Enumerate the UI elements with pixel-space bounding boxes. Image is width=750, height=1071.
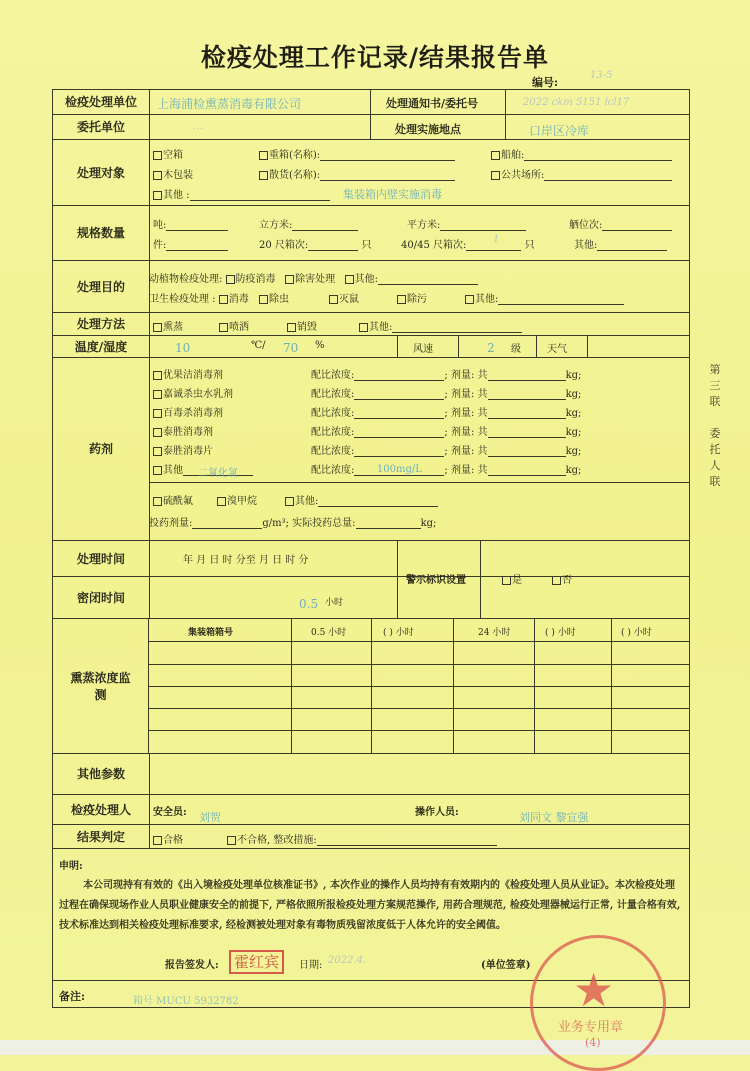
serial-value: 13-5 <box>590 70 613 81</box>
remarks-section: 备注: 箱号 MUCU 5932782 <box>53 980 689 1008</box>
label-client: 委托单位 <box>53 115 150 140</box>
safety-officer-value: 刘贺 <box>199 811 221 824</box>
label-spec: 规格数量 <box>53 206 150 261</box>
label-climate: 温度/湿度 <box>53 336 150 358</box>
field-other: 其他: <box>574 236 667 251</box>
row-spec <box>53 205 689 261</box>
result-fail[interactable]: 不合格, 整改措施: <box>227 831 497 846</box>
checkbox[interactable] <box>259 171 268 180</box>
checkbox[interactable] <box>259 151 268 160</box>
notice-value: 2022 ckm 5151 lcl17 <box>523 97 630 108</box>
site-value: 口岸区冷库 <box>529 124 590 138</box>
document-title: 检疫处理工作记录/结果报告单 <box>200 43 550 72</box>
purpose-line-2: 卫生检疫处理 : 消毒 <box>149 294 249 305</box>
remarks-value: 箱号 MUCU 5932782 <box>133 996 239 1007</box>
report-table <box>52 89 690 1008</box>
row-agents: 药剂 优果洁消毒剂 嘉诚杀虫水乳剂 百毒杀消毒剂 泰胜消毒剂 泰胜消毒片 其他 二氧化氯 配比浓度: ; 配比浓度: ; 配比浓度: ; 配比浓度: ; 配比浓度: ; 配比浓度: 100mg/L ; 剂量: 共 kg; 剂量: 共 kg; 剂量: 共 kg; 剂量: 共 kg; 剂量: 共 kg; 剂量: 共 kg; 硫酰氟 溴甲烷 其他: 投药剂量: g/m³; 实际投药总量: kg; <box>53 357 689 541</box>
row-staff: 检疫处理人 安全员: 刘贺 操作人员: 刘同文 黎宣强 <box>53 794 689 825</box>
row-sealed: 密闭时间 0.5 小时 <box>53 576 689 619</box>
forty-value: 1 <box>493 234 500 245</box>
star-icon: ★ <box>573 963 615 1017</box>
row-purpose: 处理目的 动植物检疫处理: 防疫消毒 除害处理 其他: 卫生检疫处理 : 消毒 除虫 灭鼠 除污 其他: <box>53 260 689 313</box>
option-wood-pack[interactable]: 木包装 <box>153 166 193 181</box>
row-climate: 温度/湿度 10 ℃/ 70 % 风速 2 级 天气 <box>53 335 689 358</box>
option-empty-box[interactable]: 空箱 <box>153 146 183 161</box>
label-purpose: 处理目的 <box>53 261 150 313</box>
row-monitor: 熏蒸浓度监测 集装箱箱号 0.5 小时 ( ) 小时 24 小时 ( ) 小时 ( ) 小时 <box>53 618 689 754</box>
option-public-place[interactable]: 公共场所: <box>491 166 672 181</box>
statement-body: 本公司现持有有效的《出入境检疫处理单位核准证书》, 本次作业的操作人员均持有有效期内的《检疫处理人员从业证》。本次检疫处理过程在确保现场作业人员职业健康安全的前提下, 严格依照所报检疫处理方案规范操作, 用药合理规范, 检疫处理器械运行正常, 计量合格有效, 技术标准达到相关检疫处理标准要求, 经检测被处理对象有毒物质残留浓度低于人体允许的安全阈值。 <box>59 880 681 931</box>
time-value: 年 月 日 时 分至 月 日 时 分 <box>183 555 309 566</box>
statement-section: 申明: 本公司现持有有效的《出入境检疫处理单位核准证书》, 本次作业的操作人员均持有有效期内的《检疫处理人员从业证》。本次检疫处理过程在确保现场作业人员职业健康安全的前提下, 严格依照所报检疫处理方案规范操作, 用药合理规范, 检疫处理器械运行正常, 计量合格有效, 技术标准达到相关检疫处理标准要求, 经检测被处理对象有毒物质残留浓度低于人体允许的安全阈值。 报告签发人: 霍红宾 日期: 2022.4. (单位签章) <box>53 848 689 981</box>
label-monitor: 熏蒸浓度监测 <box>53 619 149 754</box>
label-time: 处理时间 <box>53 541 150 577</box>
field-berth: 舾位次: <box>569 216 672 231</box>
field-20ft: 20 尺箱次: 只 <box>259 240 372 251</box>
option-other[interactable]: 其他 : <box>153 186 330 201</box>
option-full-box[interactable]: 重箱(名称): <box>259 146 455 161</box>
warning-block: 警示标识设置 是 否 <box>397 540 690 618</box>
notice-label: 处理通知书/委托号 <box>386 97 479 110</box>
field-cubic: 立方米: <box>259 216 358 231</box>
label-agents: 药剂 <box>53 358 150 541</box>
label-object: 处理对象 <box>53 140 150 206</box>
client-value: … <box>193 121 203 132</box>
checkbox[interactable] <box>153 171 162 180</box>
checkbox[interactable] <box>491 151 500 160</box>
purpose-line-1: 动植物检疫处理: 防疫消毒 除害处理 其他: <box>149 270 478 285</box>
label-method: 处理方法 <box>53 313 150 336</box>
field-40ft: 40/45 尺箱次: 只 <box>401 240 535 251</box>
option-ship[interactable]: 船舶: <box>491 146 672 161</box>
row-method: 处理方法 熏蒸 喷洒 销毁 其他: <box>53 312 689 336</box>
field-pieces: 件: <box>153 236 228 251</box>
warning-yes[interactable]: 是 <box>502 571 522 586</box>
company-stamp: ★ 业务专用章 (4) <box>530 935 666 1071</box>
label-params: 其他参数 <box>53 754 150 795</box>
wind-value: 2 <box>487 341 495 355</box>
label-sealed: 密闭时间 <box>53 577 150 619</box>
checkbox[interactable] <box>153 191 162 200</box>
field-ton: 吨: <box>153 216 228 231</box>
issuer-seal: 霍红宾 <box>229 950 284 974</box>
result-pass[interactable]: 合格 <box>153 831 183 846</box>
option-bulk[interactable]: 散货(名称): <box>259 166 455 181</box>
row-unit <box>53 90 689 114</box>
unit-value: 上海浦检熏蒸消毒有限公司 <box>157 97 302 111</box>
serial-label: 编号: <box>532 76 559 89</box>
statement-heading: 申明: <box>59 861 83 872</box>
label-result: 结果判定 <box>53 825 150 849</box>
object-other-value: 集装箱内壁实施消毒 <box>343 188 442 201</box>
temp-value: 10 <box>175 341 191 355</box>
sealed-value: 0.5 <box>299 597 319 611</box>
copy-note: 第 三 联 委 托 人 联 <box>709 363 721 488</box>
operator-value: 刘同文 黎宣强 <box>519 811 589 824</box>
row-client <box>53 114 689 140</box>
row-params <box>53 753 689 795</box>
label-staff: 检疫处理人 <box>53 795 150 825</box>
site-label: 处理实施地点 <box>395 123 461 136</box>
warning-no[interactable]: 否 <box>552 571 572 586</box>
row-result <box>53 824 689 849</box>
checkbox[interactable] <box>153 151 162 160</box>
humidity-value: 70 <box>283 341 299 355</box>
field-square: 平方米: <box>407 216 526 231</box>
checkbox[interactable] <box>491 171 500 180</box>
label-unit: 检疫处理单位 <box>53 90 150 114</box>
row-object <box>53 139 689 206</box>
